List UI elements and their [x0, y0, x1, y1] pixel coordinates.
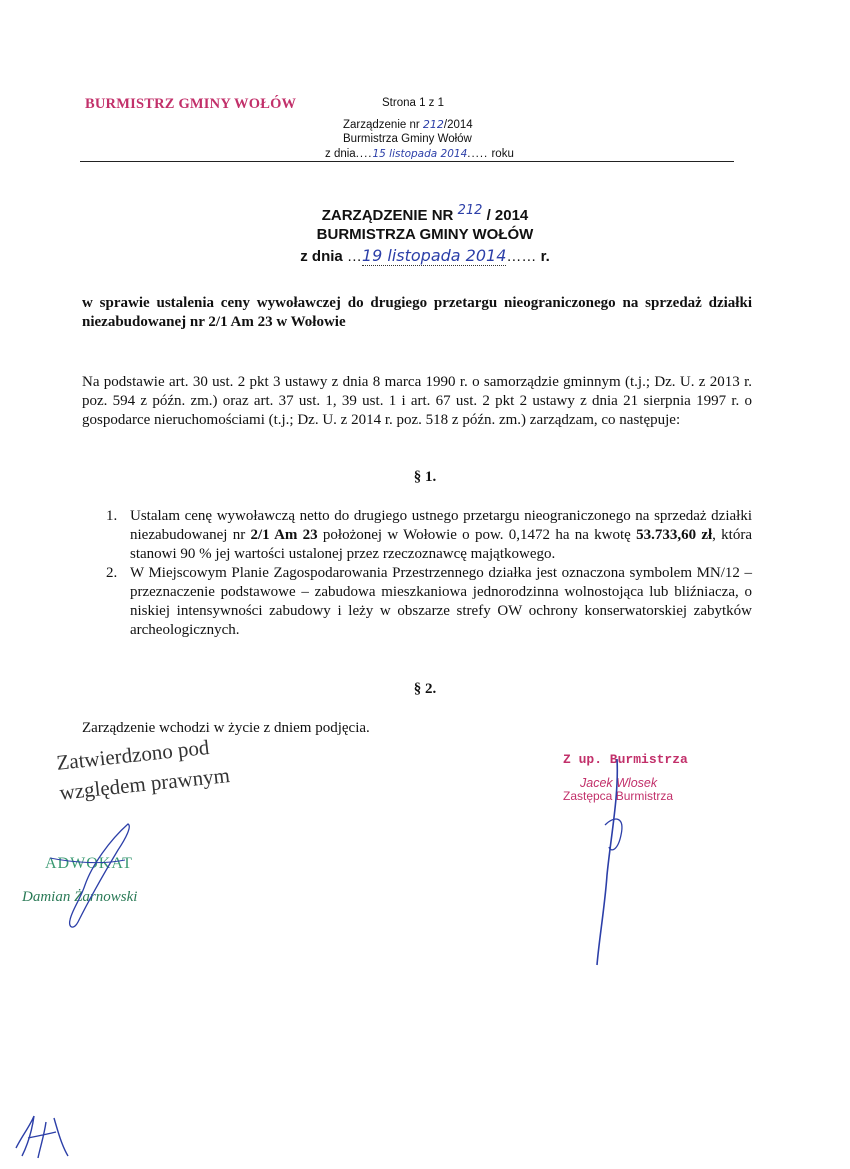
plot-number: 2/1 Am 23	[250, 527, 318, 543]
title-number-handwritten: 212	[457, 203, 483, 218]
title-date-suffix: r.	[540, 248, 550, 265]
signatory-name: Jacek Wlosek	[580, 776, 658, 790]
price: 53.733,60 zł	[636, 527, 713, 543]
list-item	[82, 564, 752, 640]
title-issuer: BURMISTRZA GMINY WOŁÓW	[316, 226, 534, 243]
legal-approval-stamp	[55, 730, 231, 808]
signature-stamp-line: Z up. Burmistrza	[563, 752, 688, 767]
top-stamp: BURMISTRZ GMINY WOŁÓW	[85, 96, 297, 112]
header-ref-suffix: /2014	[443, 119, 473, 131]
header-ref-prefix: Zarządzenie nr	[343, 119, 420, 131]
list-item-number: 1.	[106, 508, 118, 524]
header-date-handwritten: 15 listopada 2014	[372, 148, 468, 160]
list-item-number: 2.	[106, 565, 118, 581]
approval-line-2: względem prawnym	[58, 762, 231, 805]
title-prefix: ZARZĄDZENIE NR	[321, 207, 454, 224]
legal-basis: Na podstawie art. 30 ust. 2 pkt 3 ustawy z dnia 8 marca 1990 r. o samorządzie gminnym (t.j.; Dz. U. z 2013 r. poz. 594 z późn. zm.) oraz art. 37 ust. 1, 39 ust. 1 i art. 67 ust. 2 pkt 2 ustawy z dnia 21 sierpnia 1997 r. o gospodarce nieruchomościami (t.j.; Dz. U. z 2014 r. poz. 518 z późn. zm.) zarządzam, co następuje:	[82, 374, 752, 428]
document-title	[0, 203, 850, 224]
header-ref-handwritten: 212	[422, 118, 444, 131]
header-date-suffix: roku	[491, 148, 514, 160]
title-date-prefix: z dnia	[300, 248, 343, 265]
title-date: z dnia …19 listopada 2014…… r.	[300, 246, 550, 265]
list-item-text: W Miejscowym Planie Zagospodarowania Przestrzennego działka jest oznaczona symbolem MN/12 – przeznaczenie podstawowe – zabudowa mieszkaniowa jednorodzinna wolnostojąca lub bliźniacza, o niskiej intensywności zabudowy i leży w obszarze strefy OW ochrony konserwatorskiej zabytków archeologicznych.	[130, 565, 752, 638]
header-reference	[343, 118, 473, 131]
section-1-list	[82, 507, 752, 640]
section-2-heading: § 2.	[413, 681, 437, 697]
deputy-mayor-signature	[585, 755, 645, 970]
title-date-handwritten: 19 listopada 2014	[361, 246, 507, 265]
page-number: Strona 1 z 1	[382, 97, 445, 109]
signatory-role: Zastępca Burmistrza	[563, 789, 674, 803]
header-date-prefix: z dnia	[325, 148, 356, 160]
list-item-text: Ustalam cenę wywoławczą netto do drugiego ustnego przetargu nieograniczonego na sprzedaż działki niezabudowanej nr	[130, 508, 752, 543]
initials-mark	[8, 1108, 78, 1163]
header-issuer: Burmistrza Gminy Wołów	[343, 133, 472, 145]
adwokat-title: ADWOKAT	[45, 855, 133, 872]
header-divider	[80, 161, 734, 162]
approval-line-1: Zatwierdzono pod	[55, 734, 211, 775]
title-suffix: / 2014	[486, 207, 529, 224]
effective-clause: Zarządzenie wchodzi w życie z dniem podjęcia.	[82, 720, 370, 736]
list-item-text: położonej w Wołowie o pow. 0,1472 ha na kwotę	[317, 527, 637, 543]
adwokat-name: Damian Żarnowski	[22, 889, 138, 905]
list-item-text: , która stanowi 90 % jej wartości ustalonej przez rzeczoznawcę majątkowego.	[130, 527, 753, 562]
header-date: z dnia....15 listopada 2014..... roku	[325, 148, 514, 160]
subject: w sprawie ustalenia ceny wywoławczej do drugiego przetargu nieograniczonego na sprzedaż działki niezabudowanej nr 2/1 Am 23 w Wołowie	[82, 295, 752, 330]
section-1-heading: § 1.	[413, 469, 437, 485]
list-item	[82, 507, 752, 564]
adwokat-signature	[30, 810, 160, 940]
